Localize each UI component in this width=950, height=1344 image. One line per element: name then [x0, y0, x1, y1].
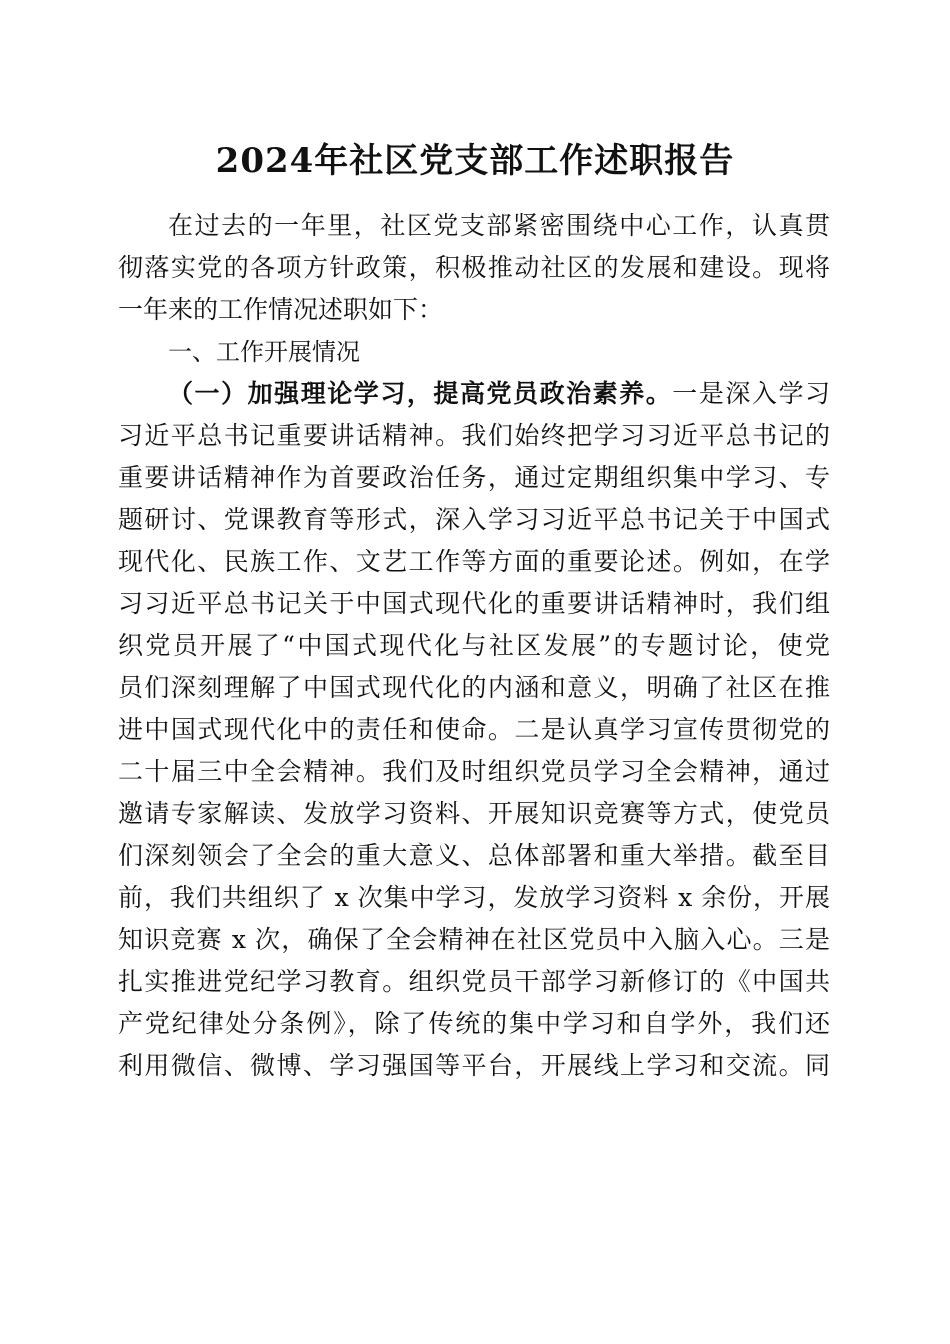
- document-body: [118, 205, 830, 1087]
- paragraph-line: 二十届三中全会精神。我们及时组织党员学习全会精神，通过: [118, 757, 830, 786]
- paragraph-line: 知识竞赛 x 次，确保了全会精神在社区党员中入脑入心。三是: [118, 925, 830, 954]
- intro-line: 一年来的工作情况述职如下：: [118, 295, 444, 324]
- intro-line: 在过去的一年里，社区党支部紧密围绕中心工作，认真贯: [168, 211, 830, 240]
- section-heading: 一、工作开展情况: [168, 338, 360, 366]
- paragraph-line: 进中国式现代化中的责任和使命。二是认真学习宣传贯彻党的: [118, 715, 830, 744]
- paragraph-text: 一是深入学习: [672, 379, 830, 408]
- paragraph-line: 题研讨、党课教育等形式，深入学习习近平总书记关于中国式: [118, 505, 830, 534]
- paragraph-line: 邀请专家解读、发放学习资料、开展知识竞赛等方式，使党员: [118, 799, 830, 828]
- document-title: 2024年社区党支部工作述职报告: [215, 141, 735, 181]
- intro-line: 彻落实党的各项方针政策，积极推动社区的发展和建设。现将: [118, 253, 830, 282]
- paragraph-line: 现代化、民族工作、文艺工作等方面的重要论述。例如，在学: [118, 547, 830, 576]
- paragraph-line: 习近平总书记重要讲话精神。我们始终把学习习近平总书记的: [118, 421, 830, 450]
- paragraph-line: 扎实推进党纪学习教育。组织党员干部学习新修订的《中国共: [118, 967, 830, 996]
- subsection-first-line: [118, 373, 830, 415]
- paragraph-line: 重要讲话精神作为首要政治任务，通过定期组织集中学习、专: [118, 463, 830, 492]
- paragraph-line: 习习近平总书记关于中国式现代化的重要讲话精神时，我们组: [118, 589, 830, 618]
- paragraph-line: 们深刻领会了全会的重大意义、总体部署和重大举措。截至目: [118, 841, 830, 870]
- paragraph-line: 前，我们共组织了 x 次集中学习，发放学习资料 x 余份，开展: [118, 883, 830, 912]
- subsection-heading: （一）加强理论学习，提高党员政治素养。: [168, 379, 673, 408]
- paragraph-line: 产党纪律处分条例》，除了传统的集中学习和自学外，我们还: [118, 1009, 830, 1038]
- paragraph-line: 织党员开展了“中国式现代化与社区发展”的专题讨论，使党: [118, 631, 830, 660]
- paragraph-line: 利用微信、微博、学习强国等平台，开展线上学习和交流。同: [118, 1051, 830, 1080]
- paragraph-line: 员们深刻理解了中国式现代化的内涵和意义，明确了社区在推: [118, 673, 830, 702]
